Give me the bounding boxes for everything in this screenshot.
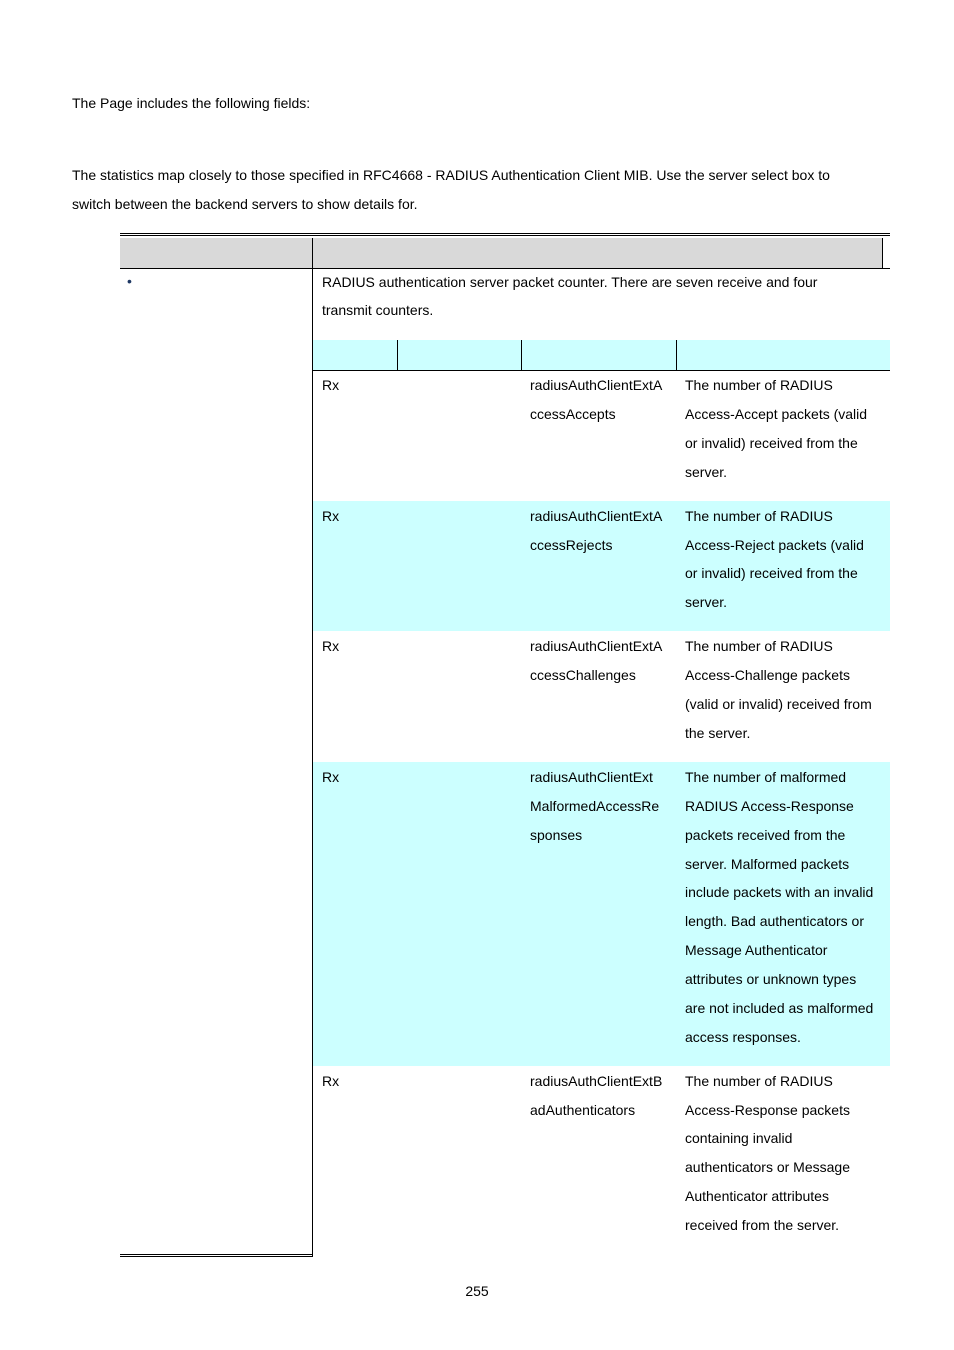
mib-line: radiusAuthClientExtA bbox=[530, 377, 663, 393]
mib-line: MalformedAccessRe bbox=[530, 798, 660, 814]
desc-line: are not included as malformed bbox=[685, 1000, 874, 1016]
desc-line: Access-Accept packets (valid bbox=[685, 406, 868, 422]
header-right-divider bbox=[882, 238, 883, 268]
desc-line: Access-Reject packets (valid bbox=[685, 537, 864, 553]
desc-line: The number of RADIUS bbox=[685, 1073, 833, 1089]
table-row bbox=[313, 371, 890, 500]
desc-line: attributes or unknown types bbox=[685, 971, 857, 987]
intro-text: The Page includes the following fields: bbox=[72, 95, 311, 111]
desc-line: Authenticator attributes bbox=[685, 1188, 829, 1204]
direction-cell: Rx bbox=[322, 377, 340, 393]
desc-line: containing invalid bbox=[685, 1130, 793, 1146]
desc-line: The number of RADIUS bbox=[685, 508, 833, 524]
desc-line: the server. bbox=[685, 725, 751, 741]
mib-line: radiusAuthClientExtA bbox=[530, 508, 663, 524]
desc-line: server. bbox=[685, 594, 728, 610]
inner-table-header bbox=[313, 340, 890, 371]
desc-line: server. Malformed packets bbox=[685, 856, 850, 872]
desc-line: authenticators or Message bbox=[685, 1159, 850, 1175]
mib-line: ccessRejects bbox=[530, 537, 613, 553]
mib-line: ccessChallenges bbox=[530, 667, 636, 683]
mib-line: radiusAuthClientExtA bbox=[530, 638, 663, 654]
desc-line: include packets with an invalid bbox=[685, 884, 874, 900]
counters-line-2: transmit counters. bbox=[322, 302, 434, 318]
desc-line: RADIUS Access-Response bbox=[685, 798, 854, 814]
desc-line: server. bbox=[685, 464, 728, 480]
table-row bbox=[313, 631, 890, 762]
inner-header-divider bbox=[397, 340, 398, 370]
direction-cell: Rx bbox=[322, 769, 340, 785]
desc-line: The number of RADIUS bbox=[685, 377, 833, 393]
desc-line: Access-Response packets bbox=[685, 1102, 850, 1118]
desc-line: The number of RADIUS bbox=[685, 638, 833, 654]
desc-line: or invalid) received from the bbox=[685, 565, 858, 581]
inner-header-divider bbox=[676, 340, 677, 370]
mib-line: radiusAuthClientExt bbox=[530, 769, 653, 785]
mib-line: ccessAccepts bbox=[530, 406, 616, 422]
mib-line: sponses bbox=[530, 827, 583, 843]
desc-line: or invalid) received from the bbox=[685, 435, 858, 451]
header-cell-object bbox=[120, 238, 312, 268]
inner-header-divider bbox=[521, 340, 522, 370]
mib-line: radiusAuthClientExtB bbox=[530, 1073, 663, 1089]
desc-line: access responses. bbox=[685, 1029, 801, 1045]
table-top-rule bbox=[120, 233, 890, 236]
table-row bbox=[313, 501, 890, 631]
desc-line: Message Authenticator bbox=[685, 942, 828, 958]
desc-line: The number of malformed bbox=[685, 769, 847, 785]
desc-line: Access-Challenge packets bbox=[685, 667, 850, 683]
mib-line: adAuthenticators bbox=[530, 1102, 636, 1118]
direction-cell: Rx bbox=[322, 1073, 340, 1089]
direction-cell: Rx bbox=[322, 638, 340, 654]
table-row bbox=[313, 1066, 890, 1254]
description-line-2: switch between the backend servers to show details for. bbox=[72, 196, 418, 212]
description-line-1: The statistics map closely to those specified in RFC4668 - RADIUS Authentication Client MIB. Use the server select box to bbox=[72, 167, 830, 183]
desc-line: length. Bad authenticators or bbox=[685, 913, 865, 929]
bullet-icon: • bbox=[127, 273, 132, 289]
desc-line: received from the server. bbox=[685, 1217, 840, 1233]
desc-line: packets received from the bbox=[685, 827, 846, 843]
desc-line: (valid or invalid) received from bbox=[685, 696, 872, 712]
counters-line-1: RADIUS authentication server packet counter. There are seven receive and four bbox=[322, 274, 818, 290]
header-cell-description bbox=[313, 238, 882, 268]
table-row bbox=[313, 762, 890, 1066]
table-bottom-rule bbox=[120, 1254, 313, 1257]
page-number: 255 bbox=[465, 1283, 489, 1299]
direction-cell: Rx bbox=[322, 508, 340, 524]
